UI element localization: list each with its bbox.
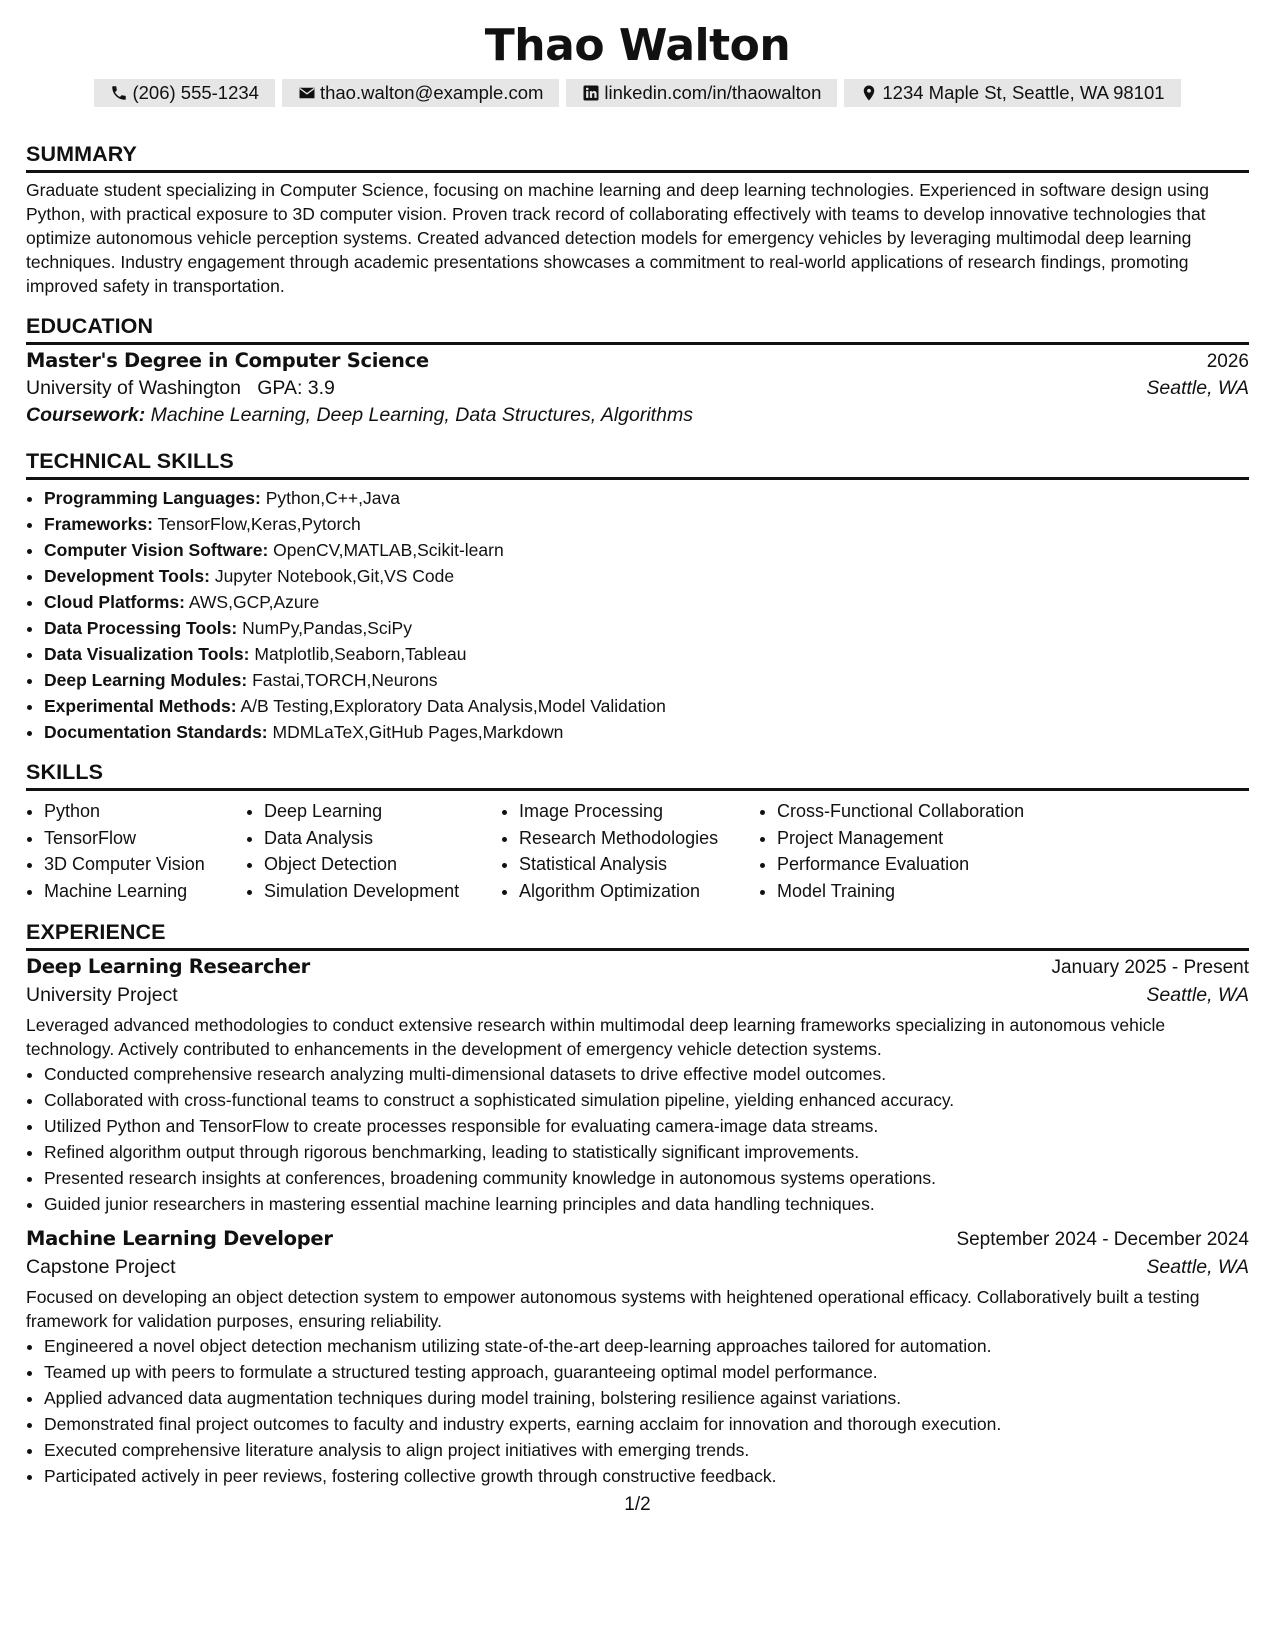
education-header-row: [26, 349, 1249, 373]
section-title-summary: SUMMARY: [26, 141, 1249, 173]
experience-list: [26, 955, 1249, 1489]
address-text: 1234 Maple St, Seattle, WA 98101: [882, 82, 1165, 103]
resume-page: [26, 18, 1249, 1489]
job-bullet: • Utilized Python and TensorFlow to create processes responsible for evaluating camera-image data streams.: [44, 1113, 1249, 1139]
skill-item: • Cross-Functional Collaboration: [777, 798, 1077, 825]
degree-name: Master's Degree in Computer Science: [26, 349, 429, 372]
skill-item: • Model Training: [777, 878, 1077, 905]
experience-entry: [26, 955, 1249, 1217]
technical-skill-label: Computer Vision Software:: [44, 540, 269, 560]
technical-skill-value: NumPy,Pandas,SciPy: [242, 618, 412, 638]
technical-skill-value: Jupyter Notebook,Git,VS Code: [214, 566, 455, 586]
experience-section: [26, 919, 1249, 1489]
skill-item: • Image Processing: [519, 798, 759, 825]
technical-skill-label: Programming Languages:: [44, 488, 261, 508]
job-bullet: • Engineered a novel object detection mechanism utilizing state-of-the-art deep-learning approaches tailored for automation.: [44, 1333, 1249, 1359]
coursework-line: [26, 404, 1249, 427]
technical-skill-value: AWS,GCP,Azure: [188, 592, 320, 612]
job-bullet: • Collaborated with cross-functional teams to construct a sophisticated simulation pipeline, yielding enhanced accuracy.: [44, 1087, 1249, 1113]
summary-text: Graduate student specializing in Computer Science, focusing on machine learning and deep learning technologies. Experienced in software design using Python, with practical exposure to 3D computer vision. Proven track record of collaborating effectively with teams to develop innovative technologies that optimize autonomous vehicle perception systems. Created advanced detection models for emergency vehicles by leveraging multimodal deep learning techniques. Industry engagement through academic presentations showcases a commitment to real-world applications of research findings, promoting improved safety in transportation.: [26, 180, 1209, 296]
experience-header-row: [26, 1227, 1249, 1251]
technical-skill-value: MDMLaTeX,GitHub Pages,Markdown: [272, 722, 564, 742]
job-bullet: • Executed comprehensive literature analysis to align project initiatives with emerging trends.: [44, 1437, 1249, 1463]
technical-skill-label: Deep Learning Modules:: [44, 670, 248, 690]
skills-column: [501, 798, 759, 904]
skill-item: • Object Detection: [264, 851, 501, 878]
technical-skill-value: Fastai,TORCH,Neurons: [252, 670, 438, 690]
technical-skill-value: Python,C++,Java: [265, 488, 400, 508]
skills-column: [26, 798, 246, 904]
contact-email[interactable]: [282, 79, 559, 107]
section-title-education: EDUCATION: [26, 313, 1249, 345]
job-description: Focused on developing an object detection system to empower autonomous systems with heightened operational efficacy. Collaboratively built a testing framework for validation purposes, ensuring reliability.: [26, 1287, 1200, 1331]
skills-column: [246, 798, 501, 904]
coursework-label: Coursework:: [26, 404, 146, 426]
phone-text: (206) 555-1234: [132, 82, 259, 103]
technical-skill-item: [44, 511, 1249, 537]
phone-icon: [110, 84, 128, 102]
skill-item: • Deep Learning: [264, 798, 501, 825]
job-bullet: • Guided junior researchers in mastering essential machine learning principles and data handling techniques.: [44, 1191, 1249, 1217]
technical-skill-label: Frameworks:: [44, 514, 153, 534]
technical-skills-list: [26, 485, 1249, 745]
technical-skills-section: [26, 448, 1249, 745]
skill-item: • Machine Learning: [44, 878, 246, 905]
job-bullet: • Demonstrated final project outcomes to faculty and industry experts, earning acclaim for innovation and thorough execution.: [44, 1411, 1249, 1437]
education-section: [26, 313, 1249, 427]
contact-address: [844, 79, 1180, 107]
job-description: Leveraged advanced methodologies to conduct extensive research within multimodal deep learning frameworks specializing in autonomous vehicle technology. Actively contributed to enhancements in the development of emergency vehicle detection systems.: [26, 1015, 1166, 1059]
job-dates: September 2024 - December 2024: [956, 1229, 1249, 1250]
job-location: Seattle, WA: [1146, 984, 1249, 1006]
skill-item: • 3D Computer Vision: [44, 851, 246, 878]
job-organization: Capstone Project: [26, 1256, 176, 1278]
job-organization: University Project: [26, 984, 178, 1006]
experience-entry: [26, 1227, 1249, 1489]
coursework-list: Machine Learning, Deep Learning, Data Structures, Algorithms: [150, 404, 693, 426]
education-location: Seattle, WA: [1146, 377, 1249, 399]
job-bullet: • Applied advanced data augmentation techniques during model training, bolstering resilience against variations.: [44, 1385, 1249, 1411]
technical-skill-label: Documentation Standards:: [44, 722, 268, 742]
technical-skill-item: [44, 667, 1249, 693]
job-bullets: [26, 1061, 1249, 1217]
page-number: 1/2: [624, 1494, 651, 1515]
technical-skill-label: Development Tools:: [44, 566, 210, 586]
job-dates: January 2025 - Present: [1051, 957, 1249, 978]
technical-skill-label: Data Processing Tools:: [44, 618, 238, 638]
job-bullet: • Conducted comprehensive research analyzing multi-dimensional datasets to drive effective model outcomes.: [44, 1061, 1249, 1087]
skills-section: [26, 759, 1249, 904]
job-bullet: • Participated actively in peer reviews, fostering collective growth through constructive feedback.: [44, 1463, 1249, 1489]
technical-skill-item: [44, 537, 1249, 563]
job-bullets: [26, 1333, 1249, 1489]
school-name: University of Washington: [26, 377, 241, 399]
skill-item: • Python: [44, 798, 246, 825]
contact-linkedin[interactable]: [566, 79, 837, 107]
skill-item: • Algorithm Optimization: [519, 878, 759, 905]
technical-skill-item: [44, 589, 1249, 615]
technical-skill-item: [44, 563, 1249, 589]
school-line: [26, 377, 335, 400]
job-bullet: • Refined algorithm output through rigorous benchmarking, leading to statistically significant improvements.: [44, 1139, 1249, 1165]
contact-phone[interactable]: [94, 79, 275, 107]
technical-skill-value: A/B Testing,Exploratory Data Analysis,Model Validation: [240, 696, 666, 716]
job-bullet: • Presented research insights at conferences, broadening community knowledge in autonomous systems operations.: [44, 1165, 1249, 1191]
email-text: thao.walton@example.com: [319, 82, 544, 103]
technical-skill-item: [44, 719, 1249, 745]
technical-skill-item: [44, 693, 1249, 719]
skill-item: • Research Methodologies: [519, 825, 759, 852]
map-pin-icon: [860, 84, 878, 102]
technical-skill-value: Matplotlib,Seaborn,Tableau: [254, 644, 467, 664]
graduation-year: 2026: [1206, 351, 1249, 372]
technical-skill-value: TensorFlow,Keras,Pytorch: [157, 514, 361, 534]
technical-skill-label: Cloud Platforms:: [44, 592, 185, 612]
envelope-icon: [298, 84, 316, 102]
skill-item: • Simulation Development: [264, 878, 501, 905]
skill-item: • Statistical Analysis: [519, 851, 759, 878]
skill-item: • Data Analysis: [264, 825, 501, 852]
experience-org-row: [26, 1256, 1249, 1279]
linkedin-icon: [582, 84, 600, 102]
experience-header-row: [26, 955, 1249, 979]
technical-skill-value: OpenCV,MATLAB,Scikit-learn: [273, 540, 504, 560]
education-school-row: [26, 377, 1249, 400]
summary-section: [26, 141, 1249, 298]
skills-column: [759, 798, 1077, 904]
technical-skill-item: [44, 485, 1249, 511]
skills-grid: [26, 798, 1249, 904]
linkedin-text: linkedin.com/in/thaowalton: [604, 82, 822, 103]
job-title: Machine Learning Developer: [26, 1227, 333, 1250]
section-title-experience: EXPERIENCE: [26, 919, 1249, 951]
technical-skill-item: [44, 641, 1249, 667]
section-title-technical-skills: TECHNICAL SKILLS: [26, 448, 1249, 480]
section-title-skills: SKILLS: [26, 759, 1249, 791]
candidate-name: Thao Walton: [484, 20, 791, 71]
job-location: Seattle, WA: [1146, 1256, 1249, 1278]
contact-bar: [26, 79, 1249, 107]
skill-item: • Project Management: [777, 825, 1077, 852]
technical-skill-label: Experimental Methods:: [44, 696, 237, 716]
skill-item: • TensorFlow: [44, 825, 246, 852]
experience-org-row: [26, 984, 1249, 1007]
technical-skill-label: Data Visualization Tools:: [44, 644, 250, 664]
gpa: GPA: 3.9: [257, 377, 335, 399]
job-title: Deep Learning Researcher: [26, 955, 310, 978]
skill-item: • Performance Evaluation: [777, 851, 1077, 878]
technical-skill-item: [44, 615, 1249, 641]
job-bullet: • Teamed up with peers to formulate a structured testing approach, guaranteeing optimal model performance.: [44, 1359, 1249, 1385]
